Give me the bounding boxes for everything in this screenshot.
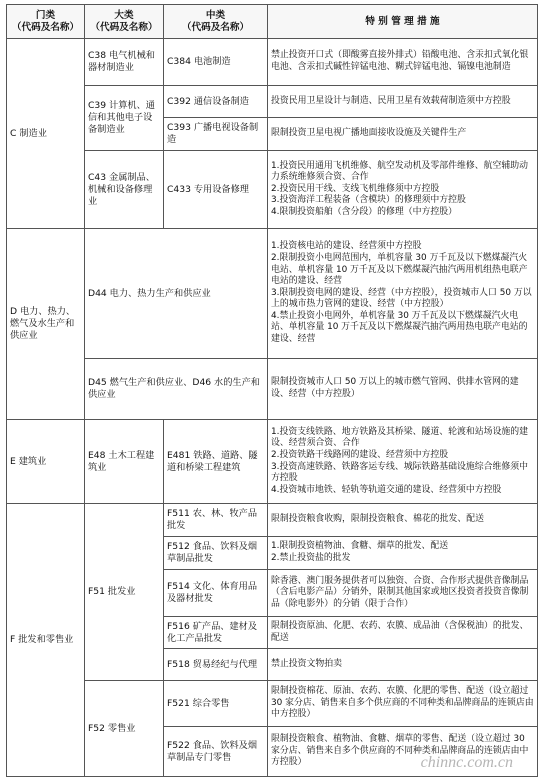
measures-cell: 投资民用卫星设计与制造、民用卫星有效载荷制造须中方控股 <box>268 86 538 118</box>
header-dalei: 大类 （代码及名称） <box>85 5 164 39</box>
dalei-cell: D44 电力、热力生产和供应业 <box>85 229 268 359</box>
document-page <box>6 4 537 776</box>
measures-cell: 1.投资核电站的建设、经营须中方控股 2.限制投资小电网范围内，单机容量 30 万千瓦及以下燃煤凝汽火电站、单机容量 10 万千瓦及以下燃煤凝汽抽汽两用机组热电联产电站的建设、经营 3.限制投资电网的建设、经营（中方控股），投资城市人口 50 万以上的城市热力管网的建设、经营（中方控股） 4.禁止投资小电网外，单机容量 30 万千瓦及以下燃煤凝汽火电站、单机容量 10 万千瓦及以下燃煤凝汽抽汽两用热电联产电站的建设、经营 <box>268 229 538 359</box>
dalei-cell: C38 电气机械和器材制造业 <box>85 39 164 86</box>
table-row <box>7 681 538 727</box>
zhonglei-cell: C433 专用设备修理 <box>164 151 268 229</box>
dalei-cell: D45 燃气生产和供应业、D46 水的生产和供应业 <box>85 359 268 420</box>
table-row <box>7 229 538 359</box>
zhonglei-cell: F516 矿产品、建材及化工产品批发 <box>164 617 268 649</box>
table-row <box>7 86 538 118</box>
dalei-cell: F52 零售业 <box>85 681 164 777</box>
measures-cell: 限制投资棉花、原油、农药、农膜、化肥的零售、配送（设立超过 30 家分店、销售来自多个供应商的不同种类和品牌商品的连锁店由中方控股） <box>268 681 538 727</box>
dalei-cell: C39 计算机、通信和其他电子设备制造业 <box>85 86 164 151</box>
zhonglei-cell: F518 贸易经纪与代理 <box>164 649 268 681</box>
zhonglei-cell: F511 农、林、牧产品批发 <box>164 504 268 537</box>
zhonglei-cell: F521 综合零售 <box>164 681 268 727</box>
measures-cell: 限制投资原油、化肥、农药、农膜、成品油（含保税油）的批发、配送 <box>268 617 538 649</box>
measures-cell: 1.投资支线铁路、地方铁路及其桥梁、隧道、轮渡和站场设施的建设、经营须合资、合作 2.投资铁路干线路网的建设、经营须中方控股 3.投资高速铁路、铁路客运专线、城际铁路基础设施综合维修须中方控股 4.投资城市地铁、轻轨等轨道交通的建设、经营须中方控股 <box>268 420 538 504</box>
table-row <box>7 420 538 504</box>
special-management-measures-table <box>6 4 538 777</box>
zhonglei-cell: C384 电池制造 <box>164 39 268 86</box>
table-header-row <box>7 5 538 39</box>
watermark: chinnc.com.cn <box>420 754 513 771</box>
menlei-cell: C 制造业 <box>7 39 85 229</box>
zhonglei-cell: F512 食品、饮料及烟草制品批发 <box>164 537 268 570</box>
measures-cell: 限制投资卫星电视广播地面接收设施及关键件生产 <box>268 118 538 151</box>
measures-cell: 1.限制投资植物油、食糖、烟草的批发、配送 2.禁止投资盐的批发 <box>268 537 538 570</box>
zhonglei-cell: F514 文化、体育用品及器材批发 <box>164 570 268 617</box>
measures-cell: 限制投资粮食收购，限制投资粮食、棉花的批发、配送 <box>268 504 538 537</box>
measures-cell: 限制投资城市人口 50 万以上的城市燃气管网、供排水管网的建设、经营（中方控股） <box>268 359 538 420</box>
measures-cell: 限制投资粮食、植物油、食糖、烟草的零售、配送（设立超过 30 家分店、销售来自多个供应商的不同种类和品牌商品的连锁店由中方控股） <box>268 727 538 777</box>
dalei-cell: E48 土木工程建筑业 <box>85 420 164 504</box>
header-menlei: 门类 （代码及名称） <box>7 5 85 39</box>
table-row <box>7 151 538 229</box>
measures-cell: 禁止投资文物拍卖 <box>268 649 538 681</box>
menlei-cell: D 电力、热力、燃气及水生产和供应业 <box>7 229 85 420</box>
table-row <box>7 504 538 537</box>
table-row <box>7 39 538 86</box>
zhonglei-cell: C392 通信设备制造 <box>164 86 268 118</box>
table-row <box>7 359 538 420</box>
zhonglei-cell: C393 广播电视设备制造 <box>164 118 268 151</box>
measures-cell: 1.投资民用通用飞机维修、航空发动机及零部件维修、航空辅助动力系统维修须合资、合作 2.投资民用干线、支线飞机维修须中方控股 3.投资海洋工程装备（含模块）的修理须中方控股 4.限制投资船舶（含分段）的修理（中方控股） <box>268 151 538 229</box>
dalei-cell: F51 批发业 <box>85 504 164 681</box>
measures-cell: 禁止投资开口式（即酸雾直接外排式）铅酸电池、含汞扣式氧化银电池、含汞扣式碱性锌锰电池、糊式锌锰电池、镉镍电池制造 <box>268 39 538 86</box>
menlei-cell: F 批发和零售业 <box>7 504 85 777</box>
measures-cell: 除香港、澳门服务提供者可以独资、合资、合作形式提供音像制品（含后电影产品）分销外，限制其他国家或地区投资者投资音像制品（除电影外）的分销（限于合作） <box>268 570 538 617</box>
dalei-cell: C43 金属制品、机械和设备修理业 <box>85 151 164 229</box>
zhonglei-cell: F522 食品、饮料及烟草制品专门零售 <box>164 727 268 777</box>
header-measures: 特 别 管 理 措 施 <box>268 5 538 39</box>
header-zhonglei: 中类 （代码及名称） <box>164 5 268 39</box>
zhonglei-cell: E481 铁路、道路、隧道和桥梁工程建筑 <box>164 420 268 504</box>
menlei-cell: E 建筑业 <box>7 420 85 504</box>
